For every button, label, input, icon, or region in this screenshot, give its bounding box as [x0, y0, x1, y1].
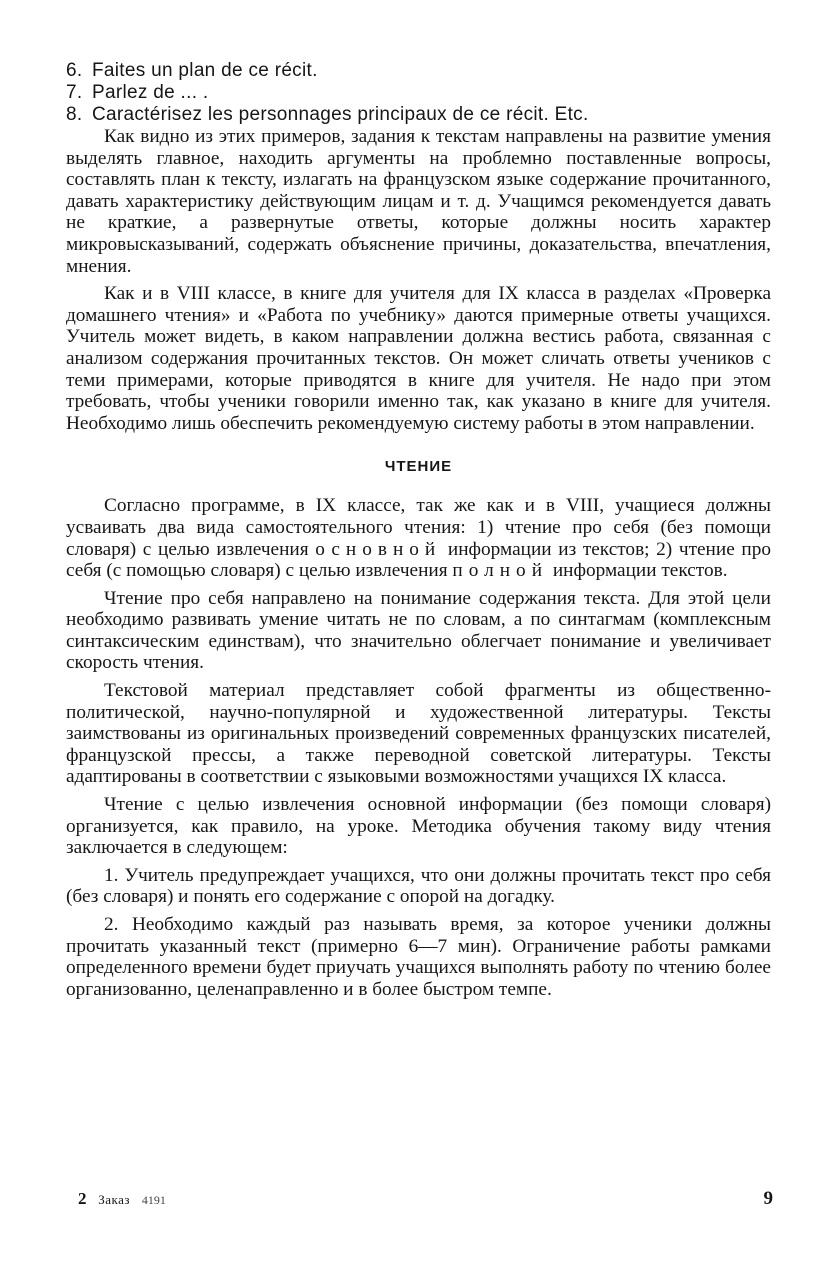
- emphasis-full: полной: [452, 560, 549, 582]
- list-item-text: Caractérisez les personnages principaux de ce récit. Etc.: [92, 104, 589, 125]
- list-item-text: Parlez de ... .: [92, 82, 209, 103]
- paragraph-teacher-book: Как и в VIII классе, в книге для учителя для IX класса в разделах «Проверка домашнего чтения» и «Работа по учебнику» даются примерные ответы учащихся. Учитель может видеть, в каком направлении должна вестись работа, связанная с анализом содержания прочитанных текстов. Он может сличать ответы учеников с теми примерами, которые приводятся в книге для учителя. Не надо при этом требовать, чтобы ученики говорили именно так, как указано в книге для учителя. Необходимо лишь обеспечить рекомендуемую систему работы в этом направлении.: [66, 283, 771, 434]
- page-footer: [78, 1188, 773, 1210]
- list-item: [66, 60, 771, 82]
- paragraph-reading-types: [66, 495, 771, 581]
- section-heading: ЧТЕНИЕ: [384, 458, 453, 476]
- paragraph-text-material: Текстовой материал представляет собой фрагменты из общественно-политической, научно-популярной и художественной литературы. Тексты заимствованы из оригинальных произведений современных французских писателей, французской прессы, а также переводной советской литературы. Тексты адаптированы в соответствии с языковыми возможностями учащихся IX класса.: [66, 680, 771, 788]
- list-item-number: 6.: [66, 60, 83, 81]
- exercise-list: [66, 60, 771, 126]
- order-label: Заказ: [98, 1192, 131, 1207]
- list-item-number: 7.: [66, 82, 83, 103]
- page-number: 9: [763, 1188, 773, 1209]
- list-item: [66, 104, 771, 126]
- emphasis-main: основной: [315, 538, 442, 560]
- list-item-number: 8.: [66, 104, 83, 125]
- numbered-point: 2. Необходимо каждый раз называть время, за которое ученики должны прочитать указанный текст (примерно 6—7 мин). Ограничение работы рамками определенного времени будет приучать учащихся выполнять работу по чтению более организованно, целенаправленно и в более быстром темпе.: [66, 914, 771, 1000]
- paragraph-methodology: Чтение с целью извлечения основной информации (без помощи словаря) организуется, как правило, на уроке. Методика обучения такому виду чтения заключается в следующем:: [66, 794, 771, 859]
- order-number: 4191: [141, 1193, 166, 1207]
- numbered-point: 1. Учитель предупреждает учащихся, что они должны прочитать текст про себя (без словаря) и понять его содержание с опорой на догадку.: [66, 864, 771, 908]
- reading-text-part3: информации текстов.: [548, 560, 728, 582]
- printer-signature: [78, 1189, 166, 1209]
- signature-number: 2: [78, 1189, 87, 1208]
- reading-text-part1: Согласно программе, в IX классе, так же как и в VIII, учащиеся должны усваивать два вида самостоятельного чтения: 1) чтение про себя (без помощи словаря) с целью извлечения: [66, 495, 771, 560]
- paragraph-silent-reading: Чтение про себя направлено на понимание содержания текста. Для этой цели необходимо развивать умение читать не по словам, а по синтагмам (комплексным синтаксическим единствам), что значительно облегчает понимание и увеличивает скорость чтения.: [66, 587, 771, 674]
- paragraph-examples: Как видно из этих примеров, задания к текстам направлены на развитие умения выделять главное, находить аргументы на проблемно поставленные вопросы, составлять план к тексту, излагать на французском языке содержание прочитанного, давать характеристику действующим лицам и т. д. Учащимся рекомендуется давать не краткие, а развернутые ответы, которые должны носить характер микровысказываний, содержать объяснение причины, доказательства, впечатления, мнения.: [66, 126, 771, 277]
- list-item-text: Faites un plan de ce récit.: [92, 60, 318, 81]
- page-content: [66, 60, 771, 1000]
- list-item: [66, 82, 771, 104]
- reading-text-part2: информации из текстов; 2) чтение про себя (с помощью словаря) с целью извлечения: [66, 538, 771, 582]
